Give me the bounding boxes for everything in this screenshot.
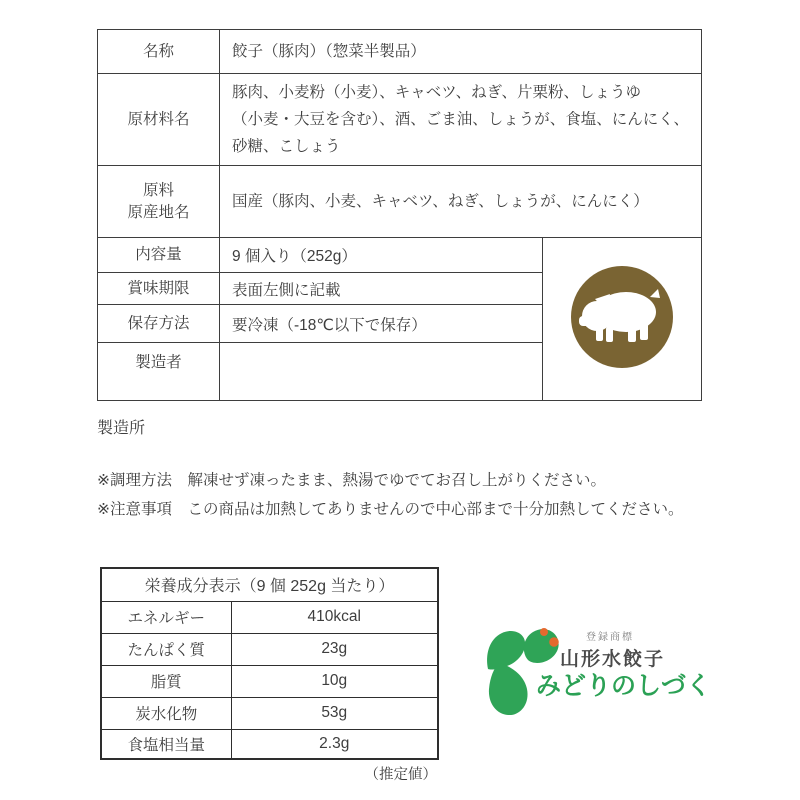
spec-value-contents: 9 個入り（252g） [220,238,543,273]
spec-table [97,29,702,401]
spec-label-ingredients: 原材料名 [98,74,220,166]
table-row [101,729,438,759]
pig-icon [570,265,674,369]
orange-dot-large [549,637,559,647]
nutrition-label-protein: たんぱく質 [101,633,231,665]
spec-value-ingredients [220,74,702,166]
cooking-note: ※調理方法 解凍せず凍ったまま、熱湯でゆでてお召し上がりください。 [97,472,606,489]
table-row [101,601,438,633]
nutrition-value-protein: 23g [231,633,438,665]
nutrition-label-energy: エネルギー [101,601,231,633]
spec-label-manufacturer: 製造者 [98,343,220,401]
spec-label-name: 名称 [98,30,220,74]
spec-value-name-text: 餃子（豚肉）（惣菜半製品） [232,43,426,60]
table-row [98,166,702,238]
brand-subtitle: 山形水餃子 [560,649,666,670]
nutrition-value-carbs: 53g [231,697,438,729]
table-row [101,568,438,601]
table-row [101,665,438,697]
orange-dot-small [540,628,548,636]
nutrition-label-carbs: 炭水化物 [101,697,231,729]
table-row [98,238,702,273]
nutrition-footnote: （推定値） [364,767,437,783]
spec-label-bestbefore: 賞味期限 [98,273,220,305]
registered-trademark-label: 登録商標 [586,632,634,643]
table-row [101,697,438,729]
origin-value-text: 国産（豚肉、小麦、キャベツ、ねぎ、しょうが、にんにく） [232,193,649,210]
table-row [98,74,702,166]
ingredients-line-2: （小麦・大豆を含む）、酒、ごま油、しょうが、食塩、にんにく、 [232,111,689,128]
table-row [101,633,438,665]
spec-label-contents: 内容量 [98,238,220,273]
ingredients-line-1: 豚肉、小麦粉（小麦）、キャベツ、ねぎ、片栗粉、しょうゆ [232,84,642,101]
origin-label-line-2: 原産地名 [127,203,190,221]
table-row [98,30,702,74]
spec-value-origin [220,166,702,238]
spec-label-origin [98,166,220,238]
spec-value-name [220,30,702,74]
spec-label-storage: 保存方法 [98,305,220,343]
caution-note: ※注意事項 この商品は加熱してありませんので中心部まで十分加熱してください。 [97,501,684,518]
brand-name: みどりのしづく [536,672,712,700]
nutrition-label-salt: 食塩相当量 [101,729,231,759]
spec-value-storage: 要冷凍（-18℃以下で保存） [220,305,543,343]
pig-badge-cell [542,238,701,401]
nutrition-value-fat: 10g [231,665,438,697]
nutrition-title: 栄養成分表示（9 個 252g 当たり） [101,568,438,601]
nutrition-table [100,567,439,760]
spec-value-manufacturer [220,343,543,401]
nutrition-value-energy: 410kcal [231,601,438,633]
origin-label-line-1: 原料 [142,181,174,199]
nutrition-label-fat: 脂質 [101,665,231,697]
spec-value-bestbefore: 表面左側に記載 [220,273,543,305]
factory-label: 製造所 [97,420,146,437]
nutrition-value-salt: 2.3g [231,729,438,759]
ingredients-line-3: 砂糖、こしょう [232,138,341,155]
